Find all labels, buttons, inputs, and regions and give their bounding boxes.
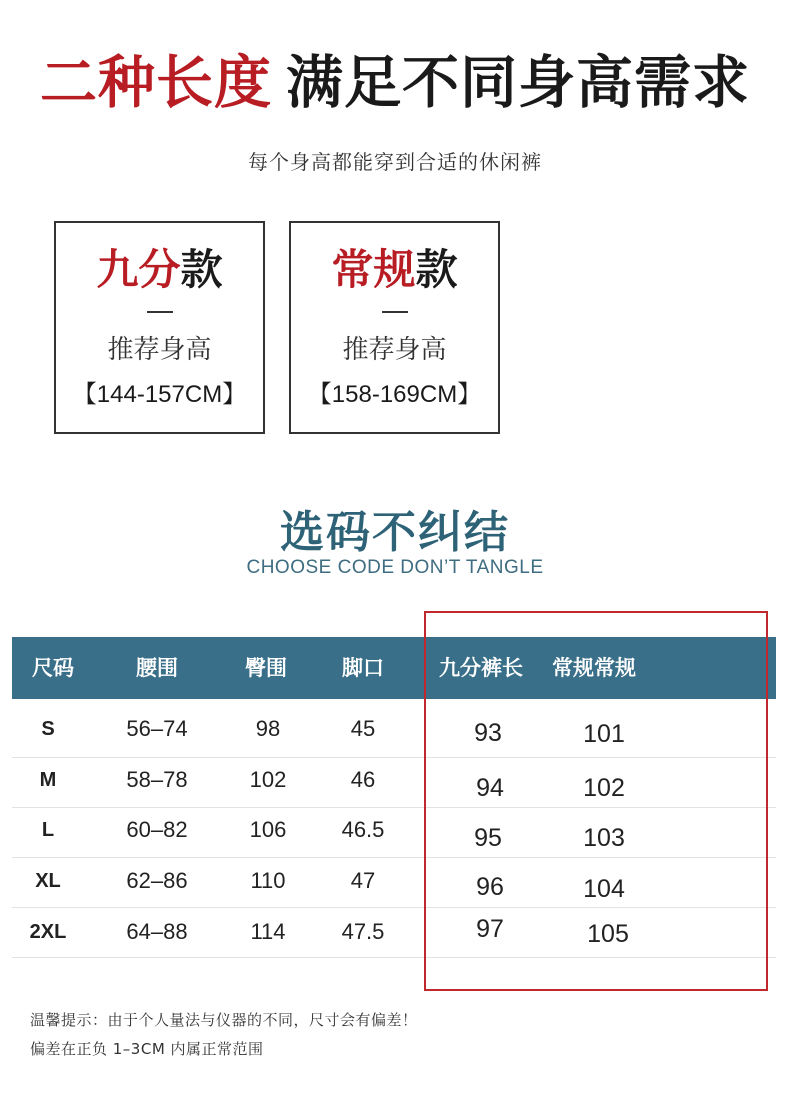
cell-hip: 98 — [255, 716, 281, 741]
card-title-red: 常规 — [331, 245, 416, 294]
cell-hip: 102 — [249, 767, 287, 792]
header-size: 尺码 — [32, 656, 74, 680]
cell-hip: 110 — [250, 868, 286, 893]
cell-regular-length: 105 — [587, 920, 629, 948]
deviation-note: 偏差在正负 1–3CM 内属正常范围 — [30, 1040, 264, 1058]
card-divider — [147, 311, 173, 313]
cell-size: M — [39, 769, 57, 791]
headline — [0, 52, 790, 115]
headline-red: 二种长度 — [40, 50, 272, 116]
cell-hem: 46.5 — [341, 817, 385, 842]
cell-hem: 45 — [350, 716, 376, 741]
card-divider — [382, 311, 408, 313]
cell-regular-length: 104 — [583, 875, 625, 903]
header-hip: 臀围 — [245, 656, 287, 680]
section-title: 选码不纠结 — [280, 507, 510, 558]
cell-ninth-length: 95 — [474, 824, 502, 852]
header-ninth-length: 九分裤长 — [439, 656, 523, 680]
card-title-black: 款 — [415, 245, 458, 294]
cell-waist: 60–82 — [126, 817, 188, 842]
length-columns-highlight — [424, 611, 768, 991]
card-title-red: 九分 — [96, 245, 181, 294]
header-regular-length: 常规常规 — [552, 656, 636, 680]
cell-waist: 58–78 — [126, 767, 188, 792]
cell-size: S — [41, 718, 55, 740]
cell-waist: 62–86 — [126, 868, 188, 893]
card-title — [291, 247, 498, 293]
length-card-ninth — [54, 221, 265, 434]
cell-size: 2XL — [29, 921, 67, 943]
headline-black: 满足不同身高需求 — [286, 50, 750, 116]
header-waist: 腰围 — [136, 656, 178, 680]
cell-ninth-length: 94 — [476, 774, 504, 802]
card-label: 推荐身高 — [107, 335, 212, 366]
length-card-regular — [289, 221, 500, 434]
cell-waist: 56–74 — [126, 716, 188, 741]
cell-hip: 106 — [249, 817, 287, 842]
cell-waist: 64–88 — [126, 919, 188, 944]
cell-hem: 46 — [350, 767, 376, 792]
card-title-black: 款 — [180, 245, 223, 294]
cell-hem: 47 — [350, 868, 376, 893]
header-hem: 脚口 — [342, 656, 384, 680]
cell-size: XL — [35, 870, 61, 892]
cell-size: L — [41, 819, 55, 841]
card-label: 推荐身高 — [342, 335, 447, 366]
card-height-range: 【144-157CM】 — [72, 381, 247, 409]
warm-tip-note: 温馨提示：由于个人量法与仪器的不同，尺寸会有偏差！ — [30, 1011, 418, 1029]
subline: 每个身高都能穿到合适的休闲裤 — [248, 150, 542, 174]
cell-hem: 47.5 — [341, 919, 385, 944]
cell-regular-length: 103 — [583, 824, 625, 852]
cell-ninth-length: 93 — [474, 719, 502, 747]
section-subtitle: CHOOSE CODE DON’T TANGLE — [246, 557, 544, 578]
cell-regular-length: 102 — [583, 774, 625, 802]
cell-ninth-length: 96 — [476, 873, 504, 901]
cell-regular-length: 101 — [583, 720, 625, 748]
card-title — [56, 247, 263, 293]
cell-hip: 114 — [250, 919, 286, 944]
card-height-range: 【158-169CM】 — [307, 381, 482, 409]
cell-ninth-length: 97 — [476, 915, 504, 943]
